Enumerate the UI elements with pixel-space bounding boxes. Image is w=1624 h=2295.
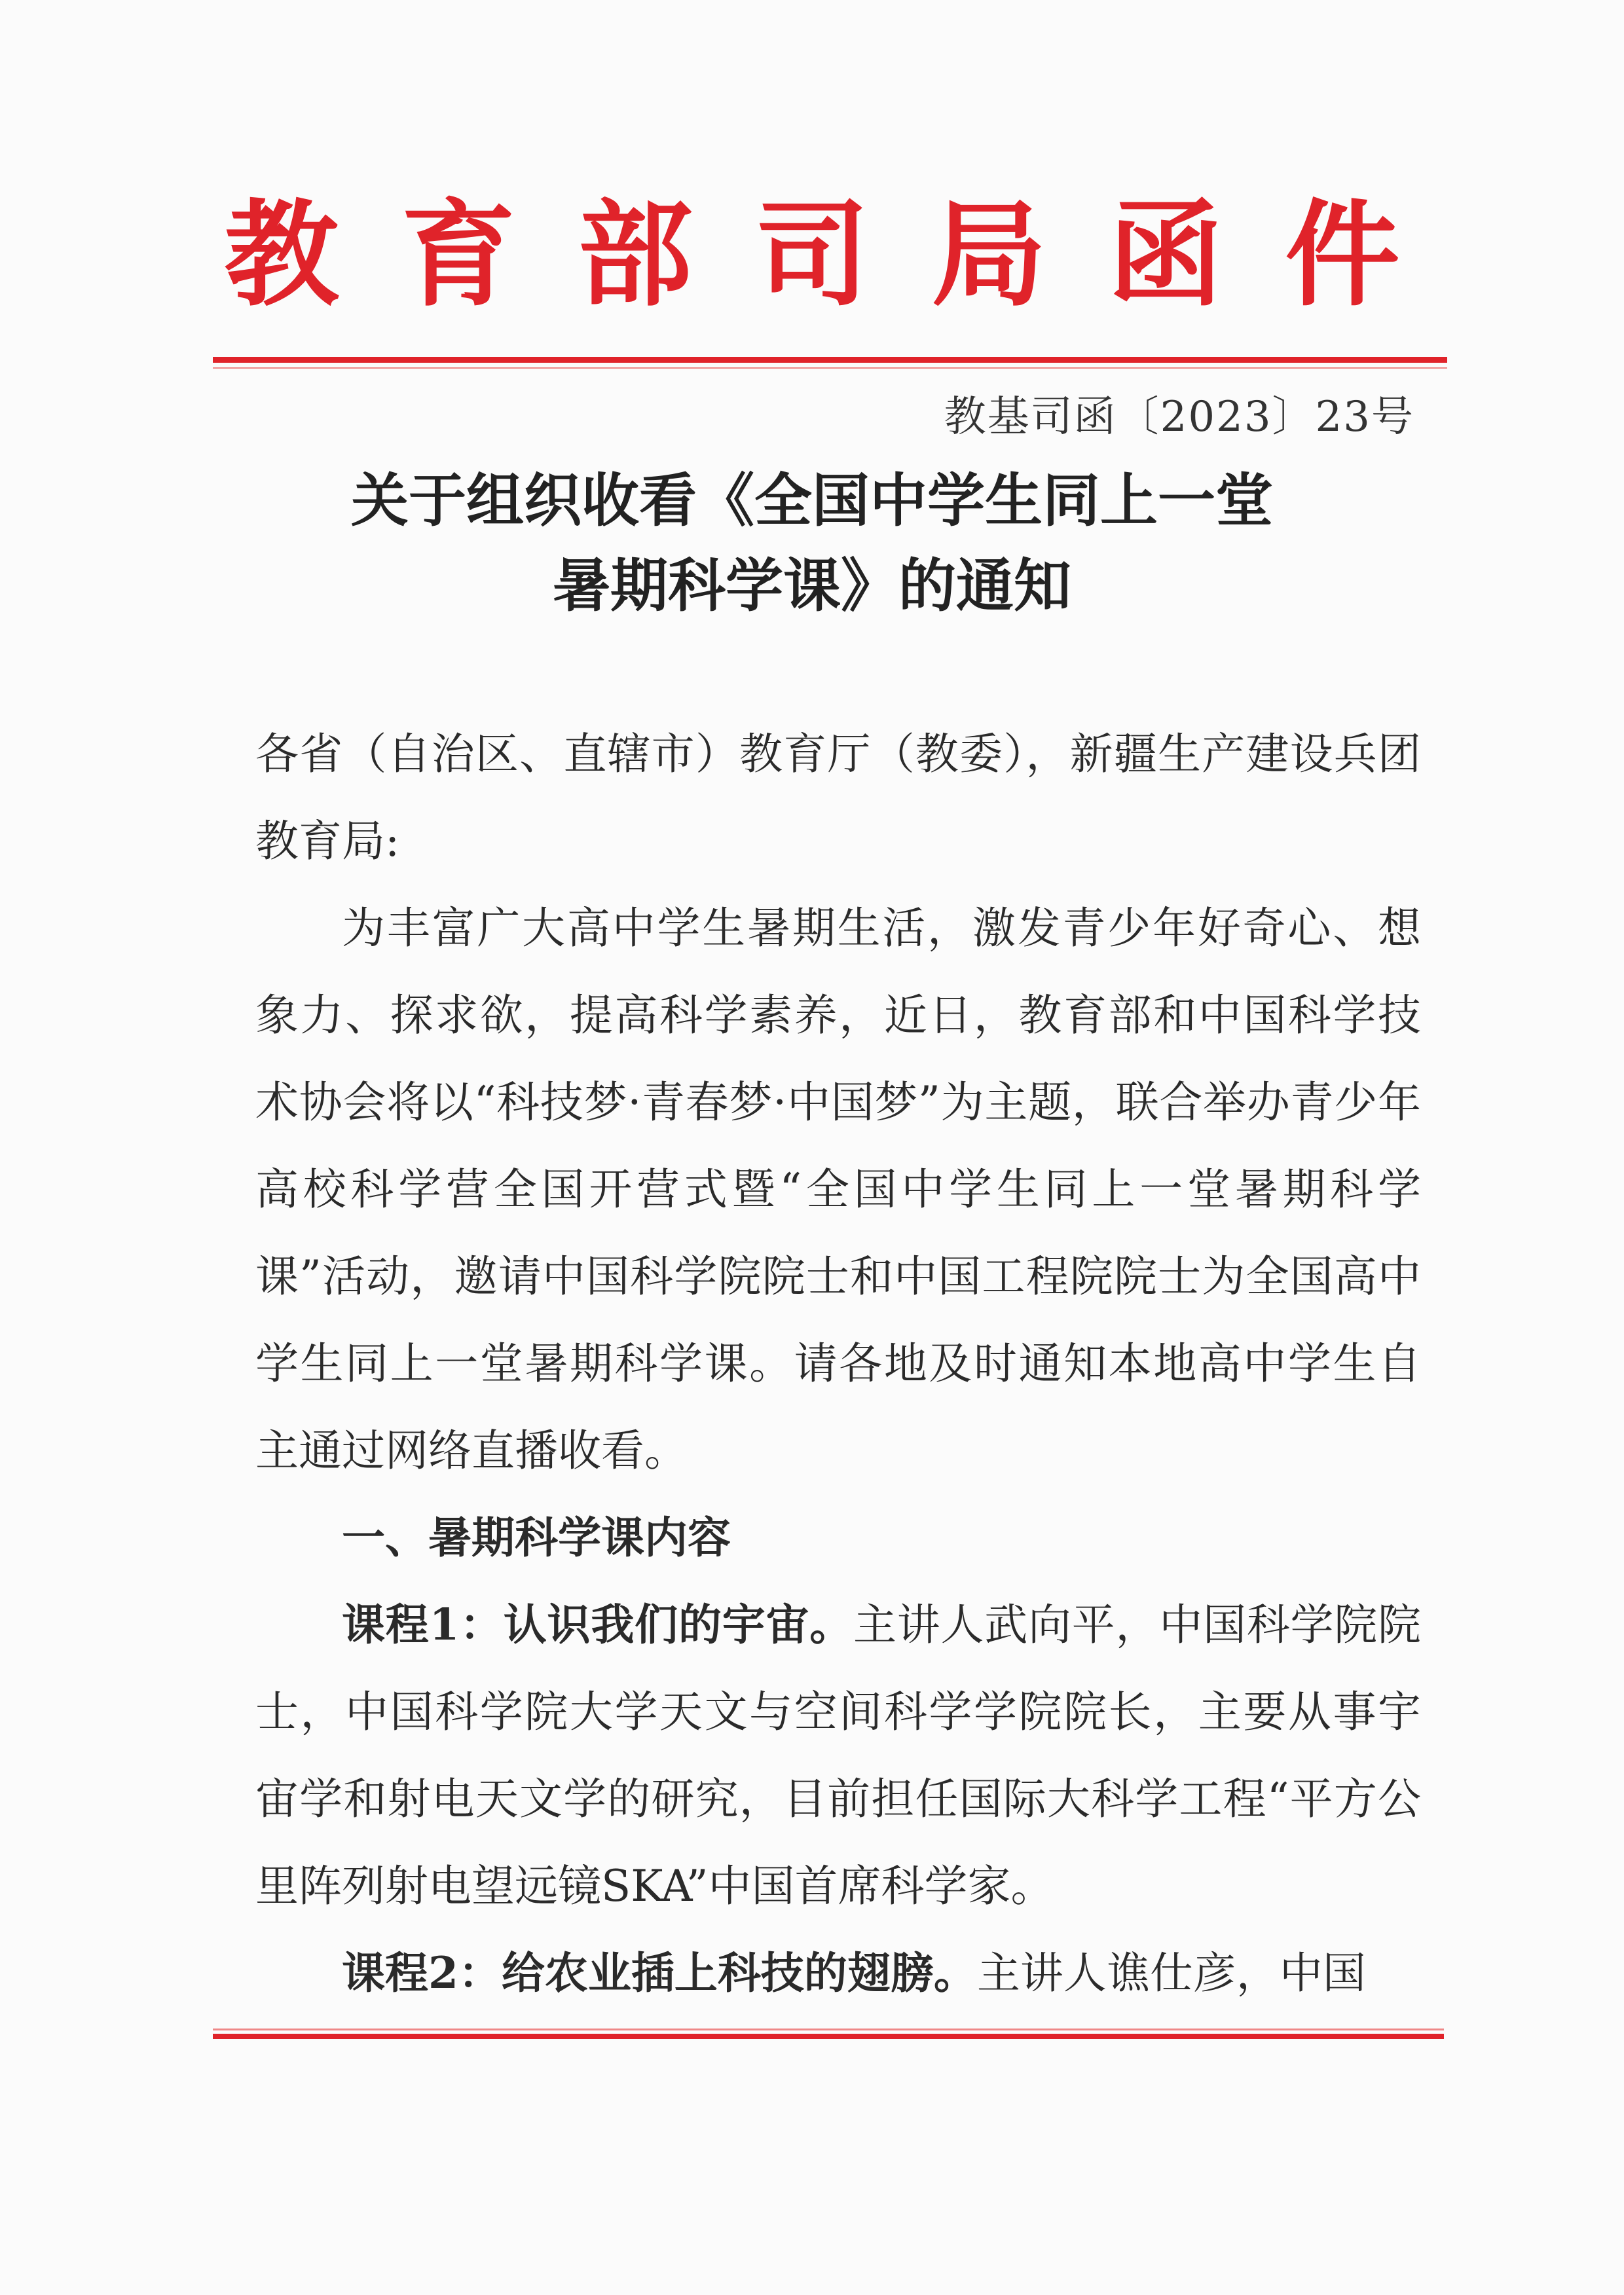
red-rule-top (213, 357, 1447, 363)
red-rule-bottom-thin (213, 2029, 1444, 2030)
section-heading-1: 一、暑期科学课内容 (342, 1513, 731, 1563)
course-2-text: 主讲人谯仕彦，中国 (976, 1948, 1366, 1998)
course-1-label: 课程1：认识我们的宇宙。 (342, 1599, 853, 1650)
red-rule-bottom (213, 2034, 1444, 2039)
masthead-title: 教育部司局函件 (224, 189, 1462, 322)
course-2-paragraph (255, 1930, 1421, 2017)
document-body (255, 710, 1421, 2017)
document-number: 教基司函〔2023〕23号 (944, 393, 1414, 441)
course-2-label: 课程2：给农业插上科技的翅膀。 (342, 1947, 977, 1998)
paragraph-1: 为丰富广大高中学生暑期生活，激发青少年好奇心、想象力、探求欲，提高科学素养，近日，教育部和中国科学技术协会将以“科技梦·青春梦·中国梦”为主题，联合举办青少年高校科学营全国开营式暨“全国中学生同上一堂暑期科学课”活动，邀请中国科学院院士和中国工程院院士为全国高中学生同上一堂暑期科学课。请各地及时通知本地高中学生自主通过网络直播收看。 (255, 903, 1421, 1476)
course-1-paragraph (255, 1581, 1421, 1930)
title-line-1: 关于组织收看《全国中学生同上一堂 (350, 467, 1273, 534)
course-1-text: 主讲人武向平，中国科学院院士，中国科学院大学天文与空间科学学院院长，主要从事宇宙学和射电天文学的研究，目前担任国际大科学工程“平方公里阵列射电望远镜SKA”中国首席科学家。 (255, 1600, 1421, 1911)
salutation: 各省（自治区、直辖市）教育厅（教委），新疆生产建设兵团教育局: (255, 729, 1421, 866)
title-line-2: 暑期科学课》的通知 (552, 552, 1071, 619)
notice-title (0, 458, 1624, 629)
red-rule-top-thin (213, 367, 1447, 369)
